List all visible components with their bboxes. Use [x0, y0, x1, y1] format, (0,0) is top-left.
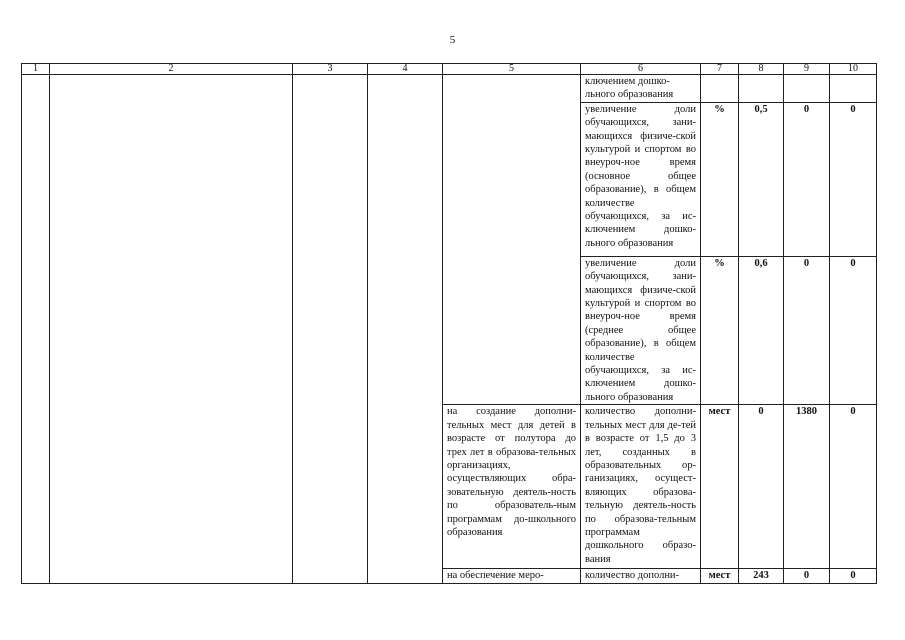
cell-col-1 — [22, 75, 50, 584]
cell-value-10: 0 — [830, 102, 877, 256]
header-col-8: 8 — [739, 64, 784, 75]
cell-activity: на создание дополни-тельных мест для детей в возрасте от полутора до трех лет в образова-тельных организациях, осуществляющих обра-зовательную деятель-ность по образователь-ным программам до-школьного образования — [443, 405, 581, 569]
cell-value-10: 0 — [830, 256, 877, 404]
cell-col-2 — [50, 75, 293, 584]
cell-indicator: увеличение доли обучающихся, зани-мающихся физиче-ской культурой и спортом во внеуроч-ное время (основное общее образование), в общем количестве обучающихся, за ис-ключением дошко-льного образования — [581, 102, 701, 256]
cell-value-8: 243 — [739, 569, 784, 583]
cell-col-3 — [293, 75, 368, 584]
cell-value-9 — [784, 75, 830, 103]
cell-indicator: ключением дошко- льного образования — [581, 75, 701, 103]
header-col-1: 1 — [22, 64, 50, 75]
cell-unit: мест — [701, 405, 739, 569]
cell-value-9: 1380 — [784, 405, 830, 569]
cell-unit: % — [701, 102, 739, 256]
cell-indicator: количество дополни- — [581, 569, 701, 583]
cell-col-4 — [368, 75, 443, 584]
cell-value-8: 0,5 — [739, 102, 784, 256]
cell-value-10: 0 — [830, 405, 877, 569]
cell-value-8 — [739, 75, 784, 103]
program-indicators-table — [21, 63, 877, 584]
cell-value-9: 0 — [784, 256, 830, 404]
cell-value-8: 0,6 — [739, 256, 784, 404]
header-col-7: 7 — [701, 64, 739, 75]
cell-value-8: 0 — [739, 405, 784, 569]
header-row — [22, 64, 877, 75]
cell-value-10: 0 — [830, 569, 877, 583]
cell-activity: на обеспечение меро- — [443, 569, 581, 583]
header-col-6: 6 — [581, 64, 701, 75]
header-col-10: 10 — [830, 64, 877, 75]
cell-value-9: 0 — [784, 102, 830, 256]
header-col-4: 4 — [368, 64, 443, 75]
table-row — [22, 75, 877, 103]
cell-value-10 — [830, 75, 877, 103]
header-col-2: 2 — [50, 64, 293, 75]
header-col-9: 9 — [784, 64, 830, 75]
cell-unit — [701, 75, 739, 103]
header-col-5: 5 — [443, 64, 581, 75]
cell-indicator: количество дополни-тельных мест для де-тей в возрасте от 1,5 до 3 лет, созданных в образовательных ор-ганизациях, осущест-вляющих образова-тельную деятель-ность по образова-тельным программам дошкольного образо-вания — [581, 405, 701, 569]
page-number: 5 — [449, 34, 456, 46]
cell-indicator: увеличение доли обучающихся, зани-мающихся физиче-ской культурой и спортом во внеуроч-ное время (среднее общее образование), в общем количестве обучающихся, за ис-ключением дошко-льного образования — [581, 256, 701, 404]
cell-unit: мест — [701, 569, 739, 583]
header-col-3: 3 — [293, 64, 368, 75]
cell-unit: % — [701, 256, 739, 404]
cell-activity — [443, 75, 581, 405]
cell-value-9: 0 — [784, 569, 830, 583]
